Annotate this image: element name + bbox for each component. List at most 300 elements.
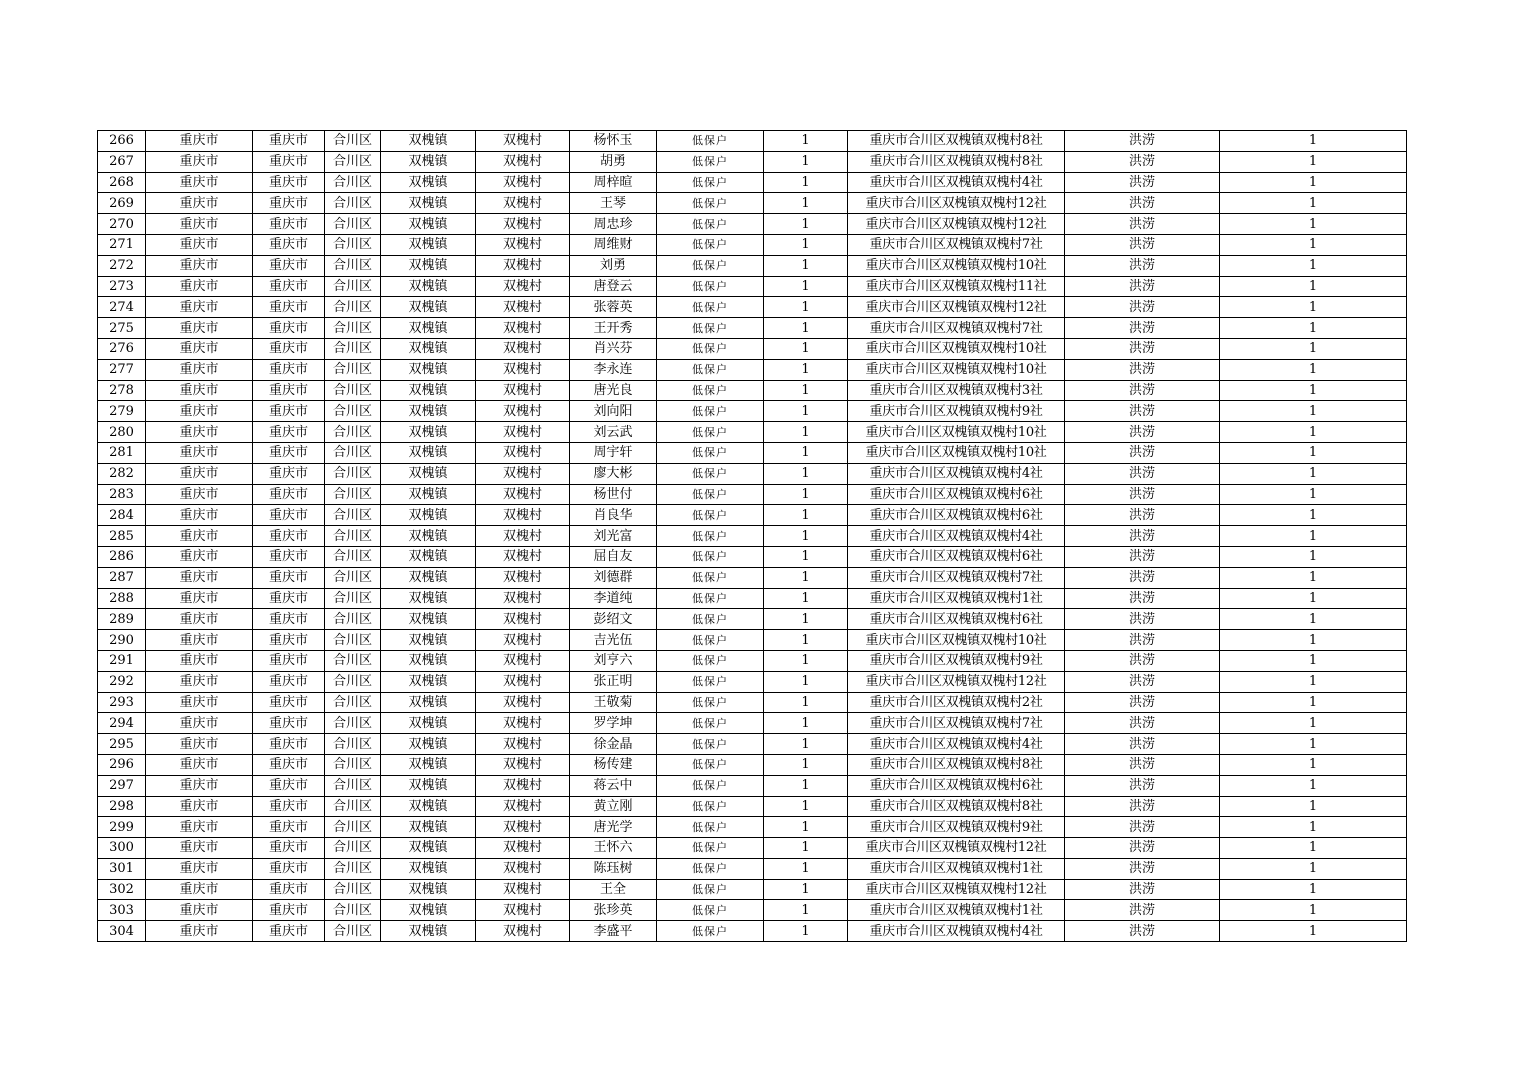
cell-quantity: 1 — [1220, 234, 1407, 255]
cell-district: 合川区 — [325, 817, 381, 838]
cell-serial-number: 280 — [98, 422, 146, 443]
cell-town: 双槐镇 — [381, 484, 476, 505]
cell-count: 1 — [764, 775, 848, 796]
cell-serial-number: 293 — [98, 692, 146, 713]
table-row — [98, 172, 1407, 193]
cell-count: 1 — [764, 422, 848, 443]
cell-quantity: 1 — [1220, 671, 1407, 692]
cell-disaster-type: 洪涝 — [1065, 338, 1220, 359]
cell-city: 重庆市 — [253, 900, 325, 921]
cell-town: 双槐镇 — [381, 754, 476, 775]
cell-quantity: 1 — [1220, 588, 1407, 609]
cell-household-type: 低保户 — [657, 796, 764, 817]
cell-address: 重庆市合川区双槐镇双槐村3社 — [848, 380, 1065, 401]
table-row — [98, 380, 1407, 401]
cell-province-city: 重庆市 — [146, 172, 253, 193]
cell-serial-number: 297 — [98, 775, 146, 796]
cell-quantity: 1 — [1220, 526, 1407, 547]
cell-town: 双槐镇 — [381, 131, 476, 152]
table-row — [98, 255, 1407, 276]
cell-serial-number: 299 — [98, 817, 146, 838]
cell-disaster-type: 洪涝 — [1065, 858, 1220, 879]
cell-count: 1 — [764, 131, 848, 152]
cell-district: 合川区 — [325, 858, 381, 879]
cell-town: 双槐镇 — [381, 234, 476, 255]
cell-village: 双槐村 — [476, 838, 570, 859]
cell-village: 双槐村 — [476, 318, 570, 339]
cell-quantity: 1 — [1220, 276, 1407, 297]
cell-district: 合川区 — [325, 713, 381, 734]
cell-name: 刘亨六 — [570, 650, 657, 671]
cell-province-city: 重庆市 — [146, 193, 253, 214]
cell-town: 双槐镇 — [381, 193, 476, 214]
cell-city: 重庆市 — [253, 172, 325, 193]
cell-province-city: 重庆市 — [146, 526, 253, 547]
cell-village: 双槐村 — [476, 193, 570, 214]
cell-name: 黄立刚 — [570, 796, 657, 817]
cell-count: 1 — [764, 172, 848, 193]
cell-town: 双槐镇 — [381, 796, 476, 817]
cell-serial-number: 267 — [98, 151, 146, 172]
cell-district: 合川区 — [325, 754, 381, 775]
cell-quantity: 1 — [1220, 442, 1407, 463]
table-row — [98, 609, 1407, 630]
cell-count: 1 — [764, 754, 848, 775]
cell-city: 重庆市 — [253, 214, 325, 235]
cell-quantity: 1 — [1220, 567, 1407, 588]
cell-serial-number: 281 — [98, 442, 146, 463]
cell-name: 张正明 — [570, 671, 657, 692]
cell-district: 合川区 — [325, 255, 381, 276]
cell-city: 重庆市 — [253, 422, 325, 443]
cell-name: 徐金晶 — [570, 734, 657, 755]
cell-household-type: 低保户 — [657, 921, 764, 942]
cell-district: 合川区 — [325, 526, 381, 547]
cell-village: 双槐村 — [476, 858, 570, 879]
table-row — [98, 796, 1407, 817]
cell-quantity: 1 — [1220, 193, 1407, 214]
cell-quantity: 1 — [1220, 484, 1407, 505]
cell-count: 1 — [764, 713, 848, 734]
cell-province-city: 重庆市 — [146, 713, 253, 734]
cell-town: 双槐镇 — [381, 775, 476, 796]
cell-town: 双槐镇 — [381, 879, 476, 900]
cell-city: 重庆市 — [253, 775, 325, 796]
cell-village: 双槐村 — [476, 879, 570, 900]
cell-quantity: 1 — [1220, 650, 1407, 671]
cell-town: 双槐镇 — [381, 713, 476, 734]
cell-address: 重庆市合川区双槐镇双槐村12社 — [848, 838, 1065, 859]
cell-household-type: 低保户 — [657, 609, 764, 630]
table-row — [98, 318, 1407, 339]
cell-address: 重庆市合川区双槐镇双槐村8社 — [848, 131, 1065, 152]
cell-household-type: 低保户 — [657, 442, 764, 463]
cell-household-type: 低保户 — [657, 671, 764, 692]
cell-province-city: 重庆市 — [146, 484, 253, 505]
table-row — [98, 276, 1407, 297]
cell-district: 合川区 — [325, 567, 381, 588]
cell-city: 重庆市 — [253, 380, 325, 401]
cell-district: 合川区 — [325, 234, 381, 255]
cell-village: 双槐村 — [476, 650, 570, 671]
cell-name: 胡勇 — [570, 151, 657, 172]
cell-serial-number: 273 — [98, 276, 146, 297]
cell-household-type: 低保户 — [657, 255, 764, 276]
cell-count: 1 — [764, 276, 848, 297]
cell-district: 合川区 — [325, 505, 381, 526]
cell-name: 王全 — [570, 879, 657, 900]
cell-city: 重庆市 — [253, 921, 325, 942]
cell-province-city: 重庆市 — [146, 442, 253, 463]
cell-count: 1 — [764, 817, 848, 838]
cell-village: 双槐村 — [476, 630, 570, 651]
cell-count: 1 — [764, 463, 848, 484]
cell-province-city: 重庆市 — [146, 609, 253, 630]
cell-serial-number: 295 — [98, 734, 146, 755]
cell-province-city: 重庆市 — [146, 567, 253, 588]
cell-province-city: 重庆市 — [146, 775, 253, 796]
cell-village: 双槐村 — [476, 713, 570, 734]
cell-province-city: 重庆市 — [146, 276, 253, 297]
cell-household-type: 低保户 — [657, 775, 764, 796]
cell-quantity: 1 — [1220, 463, 1407, 484]
table-row — [98, 921, 1407, 942]
cell-household-type: 低保户 — [657, 380, 764, 401]
cell-serial-number: 276 — [98, 338, 146, 359]
cell-quantity: 1 — [1220, 713, 1407, 734]
cell-name: 刘德群 — [570, 567, 657, 588]
cell-name: 周宇轩 — [570, 442, 657, 463]
table-row — [98, 463, 1407, 484]
cell-province-city: 重庆市 — [146, 588, 253, 609]
cell-town: 双槐镇 — [381, 380, 476, 401]
cell-serial-number: 266 — [98, 131, 146, 152]
cell-province-city: 重庆市 — [146, 422, 253, 443]
cell-disaster-type: 洪涝 — [1065, 671, 1220, 692]
cell-district: 合川区 — [325, 297, 381, 318]
cell-city: 重庆市 — [253, 713, 325, 734]
cell-town: 双槐镇 — [381, 921, 476, 942]
cell-serial-number: 289 — [98, 609, 146, 630]
cell-town: 双槐镇 — [381, 338, 476, 359]
cell-disaster-type: 洪涝 — [1065, 442, 1220, 463]
cell-quantity: 1 — [1220, 692, 1407, 713]
cell-disaster-type: 洪涝 — [1065, 484, 1220, 505]
cell-province-city: 重庆市 — [146, 921, 253, 942]
cell-district: 合川区 — [325, 338, 381, 359]
cell-name: 杨传建 — [570, 754, 657, 775]
cell-city: 重庆市 — [253, 567, 325, 588]
cell-name: 廖大彬 — [570, 463, 657, 484]
cell-count: 1 — [764, 380, 848, 401]
cell-district: 合川区 — [325, 650, 381, 671]
cell-province-city: 重庆市 — [146, 255, 253, 276]
cell-name: 陈珏树 — [570, 858, 657, 879]
cell-name: 蒋云中 — [570, 775, 657, 796]
cell-name: 王琴 — [570, 193, 657, 214]
cell-address: 重庆市合川区双槐镇双槐村10社 — [848, 338, 1065, 359]
cell-quantity: 1 — [1220, 838, 1407, 859]
cell-address: 重庆市合川区双槐镇双槐村12社 — [848, 297, 1065, 318]
table-row — [98, 630, 1407, 651]
cell-count: 1 — [764, 234, 848, 255]
cell-village: 双槐村 — [476, 255, 570, 276]
cell-name: 杨怀玉 — [570, 131, 657, 152]
cell-village: 双槐村 — [476, 214, 570, 235]
cell-count: 1 — [764, 692, 848, 713]
table-row — [98, 671, 1407, 692]
cell-household-type: 低保户 — [657, 297, 764, 318]
cell-disaster-type: 洪涝 — [1065, 151, 1220, 172]
cell-province-city: 重庆市 — [146, 817, 253, 838]
cell-town: 双槐镇 — [381, 734, 476, 755]
cell-serial-number: 292 — [98, 671, 146, 692]
cell-quantity: 1 — [1220, 255, 1407, 276]
cell-village: 双槐村 — [476, 921, 570, 942]
cell-name: 张珍英 — [570, 900, 657, 921]
cell-province-city: 重庆市 — [146, 401, 253, 422]
cell-city: 重庆市 — [253, 692, 325, 713]
cell-household-type: 低保户 — [657, 422, 764, 443]
cell-name: 张蓉英 — [570, 297, 657, 318]
cell-city: 重庆市 — [253, 338, 325, 359]
cell-address: 重庆市合川区双槐镇双槐村12社 — [848, 214, 1065, 235]
cell-quantity: 1 — [1220, 879, 1407, 900]
cell-city: 重庆市 — [253, 630, 325, 651]
cell-address: 重庆市合川区双槐镇双槐村11社 — [848, 276, 1065, 297]
cell-village: 双槐村 — [476, 817, 570, 838]
cell-address: 重庆市合川区双槐镇双槐村6社 — [848, 484, 1065, 505]
cell-count: 1 — [764, 671, 848, 692]
table-row — [98, 401, 1407, 422]
cell-district: 合川区 — [325, 359, 381, 380]
cell-village: 双槐村 — [476, 671, 570, 692]
cell-province-city: 重庆市 — [146, 650, 253, 671]
cell-province-city: 重庆市 — [146, 630, 253, 651]
cell-city: 重庆市 — [253, 463, 325, 484]
cell-address: 重庆市合川区双槐镇双槐村10社 — [848, 442, 1065, 463]
cell-count: 1 — [764, 338, 848, 359]
cell-name: 唐光学 — [570, 817, 657, 838]
cell-city: 重庆市 — [253, 234, 325, 255]
cell-serial-number: 268 — [98, 172, 146, 193]
cell-town: 双槐镇 — [381, 505, 476, 526]
cell-disaster-type: 洪涝 — [1065, 463, 1220, 484]
cell-disaster-type: 洪涝 — [1065, 380, 1220, 401]
cell-city: 重庆市 — [253, 754, 325, 775]
cell-quantity: 1 — [1220, 858, 1407, 879]
cell-quantity: 1 — [1220, 380, 1407, 401]
cell-district: 合川区 — [325, 276, 381, 297]
cell-province-city: 重庆市 — [146, 151, 253, 172]
cell-village: 双槐村 — [476, 692, 570, 713]
cell-serial-number: 279 — [98, 401, 146, 422]
cell-disaster-type: 洪涝 — [1065, 318, 1220, 339]
cell-disaster-type: 洪涝 — [1065, 359, 1220, 380]
cell-serial-number: 284 — [98, 505, 146, 526]
cell-count: 1 — [764, 546, 848, 567]
cell-village: 双槐村 — [476, 505, 570, 526]
cell-serial-number: 301 — [98, 858, 146, 879]
cell-address: 重庆市合川区双槐镇双槐村12社 — [848, 879, 1065, 900]
cell-name: 吉光伍 — [570, 630, 657, 651]
cell-address: 重庆市合川区双槐镇双槐村10社 — [848, 630, 1065, 651]
cell-town: 双槐镇 — [381, 692, 476, 713]
cell-address: 重庆市合川区双槐镇双槐村8社 — [848, 796, 1065, 817]
cell-village: 双槐村 — [476, 401, 570, 422]
cell-address: 重庆市合川区双槐镇双槐村6社 — [848, 775, 1065, 796]
cell-city: 重庆市 — [253, 359, 325, 380]
cell-village: 双槐村 — [476, 172, 570, 193]
cell-count: 1 — [764, 588, 848, 609]
cell-serial-number: 304 — [98, 921, 146, 942]
cell-province-city: 重庆市 — [146, 692, 253, 713]
cell-town: 双槐镇 — [381, 650, 476, 671]
cell-province-city: 重庆市 — [146, 380, 253, 401]
cell-name: 刘勇 — [570, 255, 657, 276]
cell-city: 重庆市 — [253, 484, 325, 505]
cell-province-city: 重庆市 — [146, 546, 253, 567]
cell-address: 重庆市合川区双槐镇双槐村12社 — [848, 671, 1065, 692]
cell-disaster-type: 洪涝 — [1065, 609, 1220, 630]
cell-address: 重庆市合川区双槐镇双槐村1社 — [848, 900, 1065, 921]
cell-count: 1 — [764, 318, 848, 339]
cell-count: 1 — [764, 359, 848, 380]
table-row — [98, 900, 1407, 921]
table-row — [98, 359, 1407, 380]
cell-household-type: 低保户 — [657, 401, 764, 422]
cell-town: 双槐镇 — [381, 422, 476, 443]
table-row — [98, 838, 1407, 859]
cell-disaster-type: 洪涝 — [1065, 921, 1220, 942]
cell-town: 双槐镇 — [381, 214, 476, 235]
cell-address: 重庆市合川区双槐镇双槐村7社 — [848, 234, 1065, 255]
cell-quantity: 1 — [1220, 422, 1407, 443]
table-row — [98, 713, 1407, 734]
cell-count: 1 — [764, 505, 848, 526]
cell-address: 重庆市合川区双槐镇双槐村4社 — [848, 734, 1065, 755]
cell-disaster-type: 洪涝 — [1065, 505, 1220, 526]
cell-district: 合川区 — [325, 401, 381, 422]
cell-serial-number: 294 — [98, 713, 146, 734]
cell-quantity: 1 — [1220, 172, 1407, 193]
cell-town: 双槐镇 — [381, 276, 476, 297]
cell-household-type: 低保户 — [657, 214, 764, 235]
table-row — [98, 754, 1407, 775]
cell-household-type: 低保户 — [657, 193, 764, 214]
cell-name: 李永连 — [570, 359, 657, 380]
cell-town: 双槐镇 — [381, 900, 476, 921]
cell-city: 重庆市 — [253, 796, 325, 817]
cell-address: 重庆市合川区双槐镇双槐村10社 — [848, 255, 1065, 276]
cell-name: 王敬菊 — [570, 692, 657, 713]
cell-quantity: 1 — [1220, 921, 1407, 942]
cell-quantity: 1 — [1220, 505, 1407, 526]
cell-disaster-type: 洪涝 — [1065, 567, 1220, 588]
cell-disaster-type: 洪涝 — [1065, 234, 1220, 255]
cell-address: 重庆市合川区双槐镇双槐村4社 — [848, 172, 1065, 193]
table-row — [98, 442, 1407, 463]
cell-name: 肖良华 — [570, 505, 657, 526]
cell-name: 李道纯 — [570, 588, 657, 609]
cell-count: 1 — [764, 838, 848, 859]
cell-count: 1 — [764, 567, 848, 588]
cell-village: 双槐村 — [476, 734, 570, 755]
cell-province-city: 重庆市 — [146, 754, 253, 775]
cell-disaster-type: 洪涝 — [1065, 900, 1220, 921]
cell-village: 双槐村 — [476, 609, 570, 630]
cell-province-city: 重庆市 — [146, 858, 253, 879]
cell-province-city: 重庆市 — [146, 505, 253, 526]
cell-village: 双槐村 — [476, 234, 570, 255]
cell-city: 重庆市 — [253, 318, 325, 339]
cell-address: 重庆市合川区双槐镇双槐村12社 — [848, 193, 1065, 214]
table-row — [98, 734, 1407, 755]
cell-name: 肖兴芬 — [570, 338, 657, 359]
cell-serial-number: 274 — [98, 297, 146, 318]
cell-district: 合川区 — [325, 214, 381, 235]
table-row — [98, 588, 1407, 609]
cell-count: 1 — [764, 630, 848, 651]
cell-disaster-type: 洪涝 — [1065, 193, 1220, 214]
cell-city: 重庆市 — [253, 671, 325, 692]
table-row — [98, 650, 1407, 671]
cell-count: 1 — [764, 526, 848, 547]
cell-household-type: 低保户 — [657, 713, 764, 734]
cell-city: 重庆市 — [253, 442, 325, 463]
cell-count: 1 — [764, 401, 848, 422]
cell-city: 重庆市 — [253, 588, 325, 609]
cell-serial-number: 285 — [98, 526, 146, 547]
table-row — [98, 297, 1407, 318]
cell-serial-number: 272 — [98, 255, 146, 276]
cell-town: 双槐镇 — [381, 588, 476, 609]
cell-count: 1 — [764, 900, 848, 921]
cell-province-city: 重庆市 — [146, 463, 253, 484]
cell-village: 双槐村 — [476, 297, 570, 318]
cell-disaster-type: 洪涝 — [1065, 713, 1220, 734]
cell-town: 双槐镇 — [381, 172, 476, 193]
cell-household-type: 低保户 — [657, 588, 764, 609]
cell-disaster-type: 洪涝 — [1065, 775, 1220, 796]
cell-province-city: 重庆市 — [146, 671, 253, 692]
cell-disaster-type: 洪涝 — [1065, 817, 1220, 838]
cell-city: 重庆市 — [253, 858, 325, 879]
cell-quantity: 1 — [1220, 318, 1407, 339]
table-row — [98, 879, 1407, 900]
table-row — [98, 858, 1407, 879]
cell-district: 合川区 — [325, 422, 381, 443]
cell-disaster-type: 洪涝 — [1065, 214, 1220, 235]
cell-serial-number: 290 — [98, 630, 146, 651]
cell-address: 重庆市合川区双槐镇双槐村9社 — [848, 817, 1065, 838]
table-row — [98, 338, 1407, 359]
cell-address: 重庆市合川区双槐镇双槐村4社 — [848, 463, 1065, 484]
cell-count: 1 — [764, 193, 848, 214]
cell-district: 合川区 — [325, 630, 381, 651]
table-row — [98, 422, 1407, 443]
cell-province-city: 重庆市 — [146, 900, 253, 921]
cell-province-city: 重庆市 — [146, 214, 253, 235]
cell-district: 合川区 — [325, 193, 381, 214]
cell-city: 重庆市 — [253, 151, 325, 172]
cell-village: 双槐村 — [476, 131, 570, 152]
cell-household-type: 低保户 — [657, 630, 764, 651]
cell-city: 重庆市 — [253, 255, 325, 276]
cell-quantity: 1 — [1220, 734, 1407, 755]
cell-disaster-type: 洪涝 — [1065, 401, 1220, 422]
cell-household-type: 低保户 — [657, 318, 764, 339]
